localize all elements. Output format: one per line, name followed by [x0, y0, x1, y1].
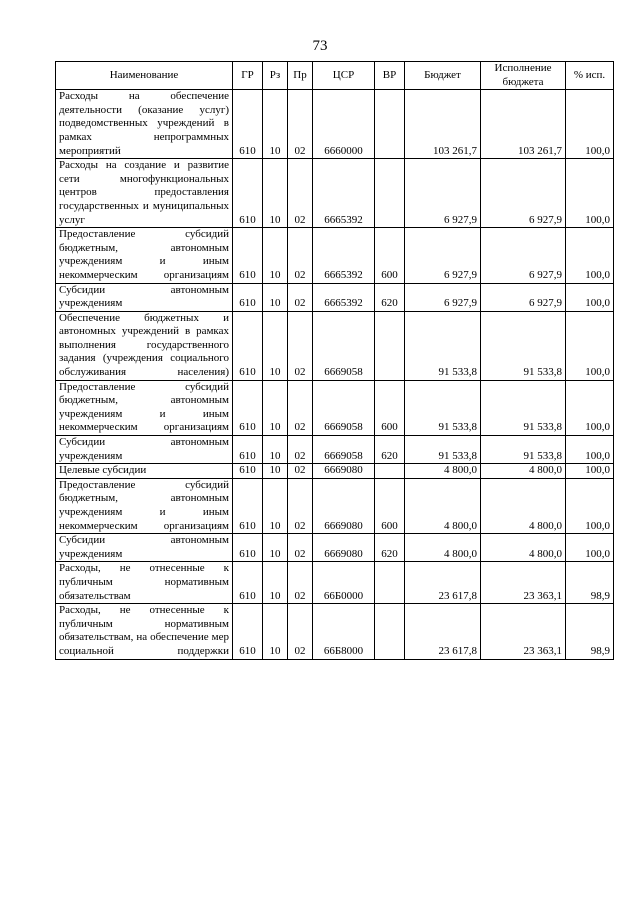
row-rz: 10 [263, 159, 288, 228]
row-pr: 02 [288, 283, 313, 311]
row-rz: 10 [263, 90, 288, 159]
row-execution: 23 363,1 [481, 562, 566, 604]
row-name: Обеспечение бюджетных и автономных учреждений в рамках выполнения государственного задания (учреждения социального обслуживания населения) [56, 311, 233, 380]
page-number: 73 [312, 38, 328, 54]
row-percent: 100,0 [566, 228, 614, 283]
row-name: Расходы на обеспечение деятельности (оказание услуг) подведомственных учреждений в рамках непрограммных мероприятий [56, 90, 233, 159]
table-row [56, 562, 614, 604]
row-budget: 91 533,8 [405, 311, 481, 380]
row-budget: 4 800,0 [405, 464, 481, 479]
row-rz: 10 [263, 380, 288, 435]
row-rz: 10 [263, 534, 288, 562]
row-rz: 10 [263, 464, 288, 479]
row-pr: 02 [288, 90, 313, 159]
row-gr: 610 [233, 228, 263, 283]
row-name: Предоставление субсидий бюджетным, автономным учреждениям и иным некоммерческим организациям [56, 380, 233, 435]
table-row [56, 534, 614, 562]
row-gr: 610 [233, 436, 263, 464]
row-rz: 10 [263, 604, 288, 659]
row-rz: 10 [263, 436, 288, 464]
row-vr [375, 90, 405, 159]
row-csr: 6669080 [313, 464, 375, 479]
header-vr: ВР [375, 62, 405, 90]
row-percent: 100,0 [566, 464, 614, 479]
row-execution: 6 927,9 [481, 283, 566, 311]
row-csr: 6669080 [313, 534, 375, 562]
row-pr: 02 [288, 159, 313, 228]
row-rz: 10 [263, 283, 288, 311]
row-pr: 02 [288, 380, 313, 435]
row-budget: 4 800,0 [405, 534, 481, 562]
header-csr: ЦСР [313, 62, 375, 90]
row-budget: 23 617,8 [405, 562, 481, 604]
header-pr: Пр [288, 62, 313, 90]
row-percent: 100,0 [566, 159, 614, 228]
row-percent: 100,0 [566, 311, 614, 380]
row-execution: 91 533,8 [481, 436, 566, 464]
row-vr [375, 464, 405, 479]
row-gr: 610 [233, 90, 263, 159]
row-pr: 02 [288, 311, 313, 380]
row-name: Расходы, не отнесенные к публичным нормативным обязательствам [56, 562, 233, 604]
row-csr: 6660000 [313, 90, 375, 159]
row-pr: 02 [288, 228, 313, 283]
row-name: Субсидии автономным учреждениям [56, 534, 233, 562]
row-percent: 98,9 [566, 604, 614, 659]
row-budget: 91 533,8 [405, 436, 481, 464]
table-row [56, 159, 614, 228]
row-percent: 100,0 [566, 534, 614, 562]
row-pr: 02 [288, 534, 313, 562]
row-pr: 02 [288, 562, 313, 604]
row-pr: 02 [288, 604, 313, 659]
row-pr: 02 [288, 478, 313, 533]
header-rz: Рз [263, 62, 288, 90]
row-gr: 610 [233, 159, 263, 228]
row-name: Субсидии автономным учреждениям [56, 436, 233, 464]
row-execution: 4 800,0 [481, 478, 566, 533]
row-execution: 6 927,9 [481, 228, 566, 283]
row-name: Целевые субсидии [56, 464, 233, 479]
row-budget: 23 617,8 [405, 604, 481, 659]
row-budget: 6 927,9 [405, 228, 481, 283]
row-execution: 4 800,0 [481, 464, 566, 479]
row-csr: 6669058 [313, 436, 375, 464]
table-row [56, 478, 614, 533]
row-csr: 6665392 [313, 228, 375, 283]
table-header-row [56, 62, 614, 90]
row-gr: 610 [233, 283, 263, 311]
row-name: Предоставление субсидий бюджетным, автономным учреждениям и иным некоммерческим организациям [56, 478, 233, 533]
row-percent: 98,9 [566, 562, 614, 604]
row-pr: 02 [288, 464, 313, 479]
row-execution: 91 533,8 [481, 380, 566, 435]
row-budget: 4 800,0 [405, 478, 481, 533]
row-execution: 6 927,9 [481, 159, 566, 228]
header-budget: Бюджет [405, 62, 481, 90]
row-gr: 610 [233, 464, 263, 479]
row-name: Предоставление субсидий бюджетным, автономным учреждениям и иным некоммерческим организациям [56, 228, 233, 283]
row-rz: 10 [263, 478, 288, 533]
row-csr: 66Б8000 [313, 604, 375, 659]
row-execution: 4 800,0 [481, 534, 566, 562]
table-row [56, 604, 614, 659]
row-name: Субсидии автономным учреждениям [56, 283, 233, 311]
row-csr: 6669058 [313, 311, 375, 380]
row-vr [375, 159, 405, 228]
row-gr: 610 [233, 478, 263, 533]
header-name: Наименование [56, 62, 233, 90]
table-row [56, 380, 614, 435]
row-execution: 23 363,1 [481, 604, 566, 659]
row-percent: 100,0 [566, 380, 614, 435]
row-pr: 02 [288, 436, 313, 464]
row-vr: 620 [375, 436, 405, 464]
budget-table [55, 61, 614, 660]
row-execution: 103 261,7 [481, 90, 566, 159]
row-csr: 66Б0000 [313, 562, 375, 604]
row-percent: 100,0 [566, 436, 614, 464]
row-budget: 91 533,8 [405, 380, 481, 435]
header-gr: ГР [233, 62, 263, 90]
row-vr: 600 [375, 228, 405, 283]
row-vr: 600 [375, 478, 405, 533]
row-gr: 610 [233, 311, 263, 380]
row-csr: 6669080 [313, 478, 375, 533]
row-csr: 6665392 [313, 159, 375, 228]
row-rz: 10 [263, 562, 288, 604]
row-vr: 600 [375, 380, 405, 435]
row-rz: 10 [263, 311, 288, 380]
row-vr [375, 604, 405, 659]
row-csr: 6669058 [313, 380, 375, 435]
row-vr: 620 [375, 534, 405, 562]
row-vr [375, 562, 405, 604]
row-gr: 610 [233, 562, 263, 604]
row-rz: 10 [263, 228, 288, 283]
header-percent: % исп. [566, 62, 614, 90]
row-csr: 6665392 [313, 283, 375, 311]
row-percent: 100,0 [566, 283, 614, 311]
row-execution: 91 533,8 [481, 311, 566, 380]
table-row [56, 90, 614, 159]
row-gr: 610 [233, 604, 263, 659]
row-vr [375, 311, 405, 380]
table-row [56, 436, 614, 464]
table-row [56, 464, 614, 479]
row-budget: 6 927,9 [405, 159, 481, 228]
table-row [56, 228, 614, 283]
row-gr: 610 [233, 380, 263, 435]
row-name: Расходы на создание и развитие сети многофункциональных центров предоставления государственных и муниципальных услуг [56, 159, 233, 228]
row-name: Расходы, не отнесенные к публичным нормативным обязательствам, на обеспечение мер социальной поддержки [56, 604, 233, 659]
row-gr: 610 [233, 534, 263, 562]
row-percent: 100,0 [566, 90, 614, 159]
row-budget: 103 261,7 [405, 90, 481, 159]
row-budget: 6 927,9 [405, 283, 481, 311]
row-vr: 620 [375, 283, 405, 311]
row-percent: 100,0 [566, 478, 614, 533]
table-row [56, 311, 614, 380]
header-execution: Исполнение бюджета [481, 62, 566, 90]
table-row [56, 283, 614, 311]
